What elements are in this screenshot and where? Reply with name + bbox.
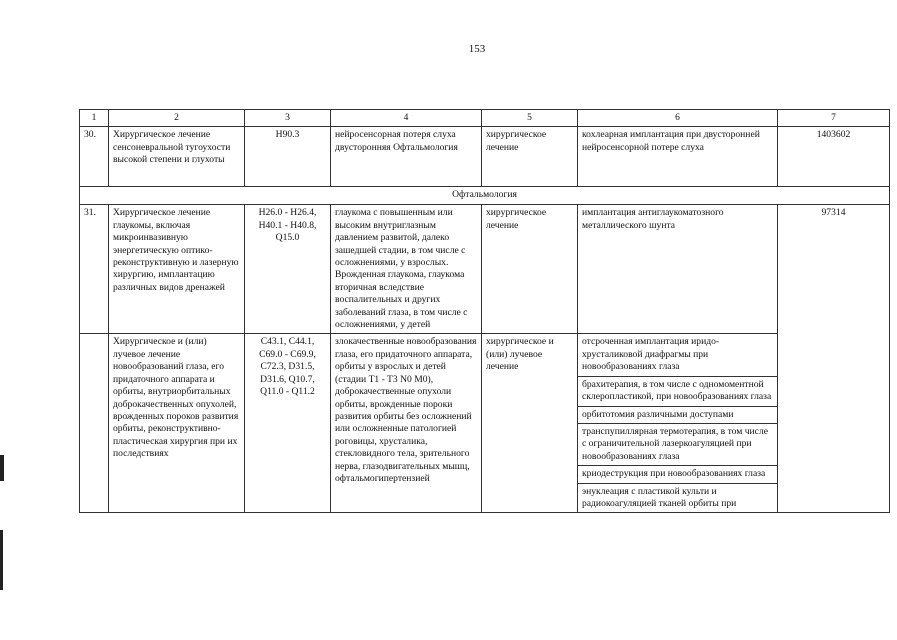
col-header: 1 — [80, 110, 109, 127]
treatment-method: транспупиллярная термотерапия, в том числе с ограничительной лазеркоагуляцией при новообразованиях глаза — [578, 423, 778, 465]
norm-cost-empty — [778, 334, 890, 513]
icd-codes: H90.3 — [245, 127, 331, 187]
patient-model: нейросенсорная потеря слуха двусторонняя Офтальмология — [331, 127, 482, 187]
table-row — [80, 127, 890, 187]
col-header: 6 — [578, 110, 778, 127]
treatment-method: криодеструкция при новообразованиях глаза — [578, 466, 778, 483]
row-number: 30. — [80, 127, 109, 187]
treatment-method: брахитерапия, в том числе с одномоментной склеропластикой, при новообразованиях глаза — [578, 376, 778, 406]
table-row — [80, 205, 890, 334]
scan-edge-mark — [0, 530, 3, 590]
treatment-method: энуклеация с пластикой культи и радиокоагуляцией тканей орбиты при — [578, 483, 778, 513]
treatment-method: орбитотомия различными доступами — [578, 406, 778, 423]
section-title: Офтальмология — [80, 187, 890, 205]
treatment-type: хирургическое лечение — [482, 127, 578, 187]
icd-codes: C43.1, C44.1, C69.0 - C69.9, C72.3, D31.5, D31.6, Q10.7, Q11.0 - Q11.2 — [245, 334, 331, 513]
header-row — [80, 110, 890, 127]
norm-cost: 1403602 — [778, 127, 890, 187]
patient-model: глаукома с повышенным или высоким внутриглазным давлением развитой, далеко зашедшей стадии, в том числе с осложнениями, у взрослых. Врожденная глаукома, глаукома вторичная вследствие воспалительных и других заболеваний глаза, в том числе с осложнениями, у детей — [331, 205, 482, 334]
service-name: Хирургическое лечение сенсоневральной тугоухости высокой степени и глухоты — [109, 127, 245, 187]
row-number: 31. — [80, 205, 109, 334]
col-header: 4 — [331, 110, 482, 127]
treatment-method: отсроченная имплантация иридо-хрусталиковой диафрагмы при новообразованиях глаза — [578, 334, 778, 376]
treatment-method: имплантация антиглаукоматозного металлического шунта — [578, 205, 778, 334]
service-name: Хирургическое лечение глаукомы, включая микроинвазивную энергетическую оптико-реконструктивную и лазерную хирургию, имплантацию различных видов дренажей — [109, 205, 245, 334]
col-header: 7 — [778, 110, 890, 127]
page-number: 153 — [468, 43, 486, 55]
col-header: 3 — [245, 110, 331, 127]
patient-model: злокачественные новообразования глаза, его придаточного аппарата, орбиты у взрослых и детей (стадии T1 - T3 N0 M0), доброкачественные опухоли орбиты, врожденные пороки развития орбиты без осложнений или осложненные патологией роговицы, хрусталика, стекловидного тела, зрительного нерва, глазодвигательных мышц, офтальмогипертензией — [331, 334, 482, 513]
col-header: 2 — [109, 110, 245, 127]
norm-cost: 97314 — [778, 205, 890, 334]
icd-codes: H26.0 - H26.4, H40.1 - H40.8, Q15.0 — [245, 205, 331, 334]
treatment-method: кохлеарная имплантация при двусторонней нейросенсорной потере слуха — [578, 127, 778, 187]
treatment-type: хирургическое лечение — [482, 205, 578, 334]
services-table — [79, 109, 890, 513]
scan-edge-mark — [0, 455, 4, 481]
service-name: Хирургическое и (или) лучевое лечение новообразований глаза, его придаточного аппарата и орбиты, внутриорбитальных доброкачественных опухолей, врожденных пороков развития орбиты, реконструктивно-пластическая хирургия при их последствиях — [109, 334, 245, 513]
section-row — [80, 187, 890, 205]
row-number-empty — [80, 334, 109, 513]
treatment-type: хирургическое и (или) лучевое лечение — [482, 334, 578, 513]
col-header: 5 — [482, 110, 578, 127]
table-row — [80, 334, 890, 376]
